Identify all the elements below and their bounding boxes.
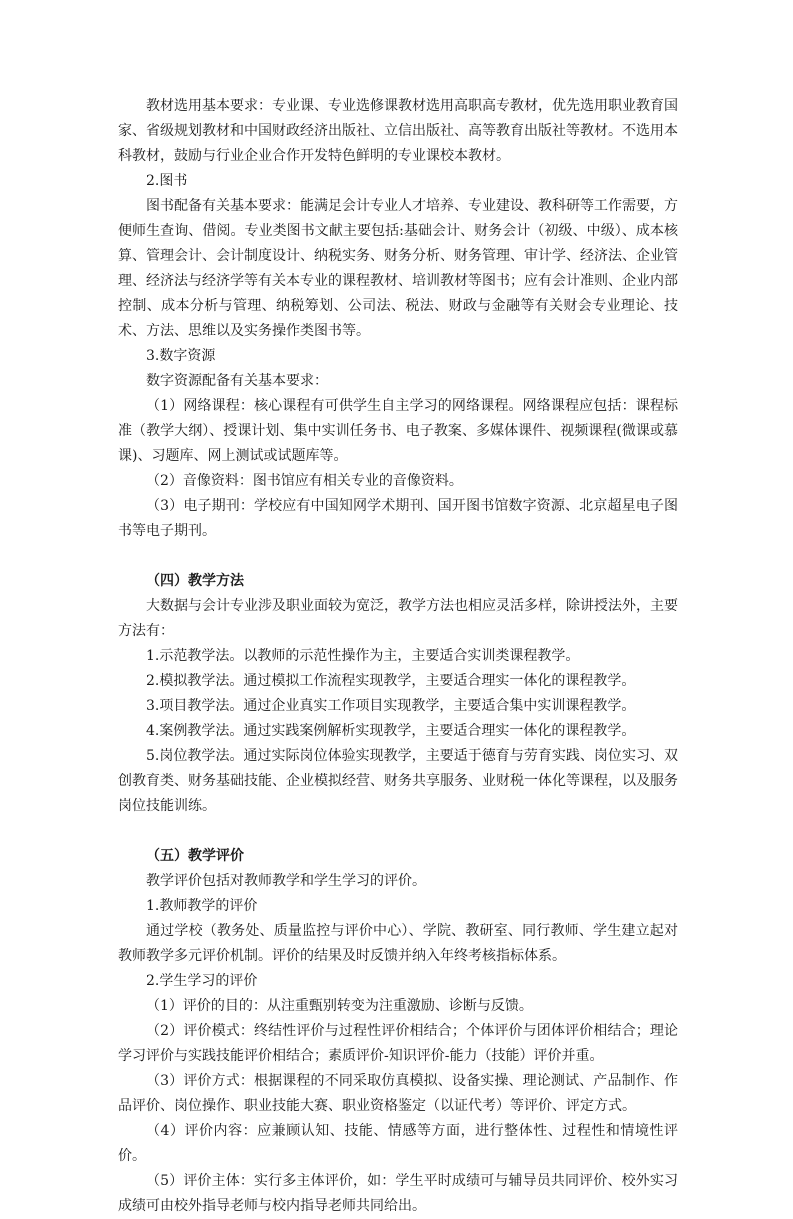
paragraph: 1.教师教学的评价 <box>146 898 258 914</box>
section-spacer <box>118 544 678 569</box>
paragraph: 通过学校（教务处、质量监控与评价中心）、学院、教研室、同行教师、学生建立起对教师教学多元评价机制。评价的结果及时反馈并纳入年终考核指标体系。 <box>118 923 678 964</box>
paragraph: 教材选用基本要求：专业课、专业选修课教材选用高职高专教材，优先选用职业教育国家、省级规划教材和中国财政经济出版社、立信出版社、高等教育出版社等教材。不选用本科教材，鼓励与行业企业合作开发特色鲜明的专业课校本教材。 <box>118 98 678 164</box>
paragraph: 2.模拟教学法。通过模拟工作流程实现教学，主要适合理实一体化的课程教学。 <box>146 673 636 689</box>
section-spacer <box>118 819 678 844</box>
paragraph: （3）评价方式：根据课程的不同采取仿真模拟、设备实操、理论测试、产品制作、作品评价、岗位操作、职业技能大赛、职业资格鉴定（以证代考）等评价、评定方式。 <box>118 1073 678 1114</box>
paragraph: 2.学生学习的评价 <box>146 973 258 989</box>
paragraph: 2.图书 <box>146 173 188 189</box>
paragraph: （3）电子期刊：学校应有中国知网学术期刊、国开图书馆数字资源、北京超星电子图书等电子期刊。 <box>118 498 678 539</box>
paragraph: 3.项目教学法。通过企业真实工作项目实现教学，主要适合集中实训课程教学。 <box>146 698 636 714</box>
paragraph: （4）评价内容：应兼顾认知、技能、情感等方面，进行整体性、过程性和情境性评价。 <box>118 1123 678 1164</box>
paragraph: 4.案例教学法。通过实践案例解析实现教学，主要适合理实一体化的课程教学。 <box>146 723 636 739</box>
paragraph: （1）网络课程：核心课程有可供学生自主学习的网络课程。网络课程应包括：课程标准（教学大纲）、授课计划、集中实训任务书、电子教案、多媒体课件、视频课程(微课或慕课)、习题库、网上测试或试题库等。 <box>118 398 678 464</box>
paragraph: 3.数字资源 <box>146 348 216 364</box>
paragraph: 数字资源配备有关基本要求： <box>146 373 328 389</box>
paragraph: 5.岗位教学法。通过实际岗位体验实现教学，主要适于德育与劳育实践、岗位实习、双创教育类、财务基础技能、企业模拟经营、财务共享服务、业财税一体化等课程，以及服务岗位技能训练。 <box>118 748 678 814</box>
paragraph: 教学评价包括对教师教学和学生学习的评价。 <box>146 873 426 889</box>
paragraph: （2）音像资料：图书馆应有相关专业的音像资料。 <box>146 473 463 489</box>
paragraph: 图书配备有关基本要求：能满足会计专业人才培养、专业建设、教科研等工作需要，方便师生查询、借阅。专业类图书文献主要包括:基础会计、财务会计（初级、中级）、成本核算、管理会计、会计制度设计、纳税实务、财务分析、财务管理、审计学、经济法、企业管理、经济法与经济学等有关本专业的课程教材、培训教材等图书；应有会计准则、企业内部控制、成本分析与管理、纳税筹划、公司法、税法、财政与金融等有关财会专业理论、技术、方法、思维以及实务操作类图书等。 <box>118 198 678 339</box>
section-heading: （五）教学评价 <box>146 848 244 864</box>
section-heading: （四）教学方法 <box>146 573 244 589</box>
document-body <box>118 94 678 1219</box>
paragraph: 大数据与会计专业涉及职业面较为宽泛，教学方法也相应灵活多样，除讲授法外，主要方法有： <box>118 598 678 639</box>
paragraph: 1.示范教学法。以教师的示范性操作为主，主要适合实训类课程教学。 <box>146 648 580 664</box>
paragraph: （2）评价模式：终结性评价与过程性评价相结合；个体评价与团体评价相结合；理论学习评价与实践技能评价相结合；素质评价-知识评价-能力（技能）评价并重。 <box>118 1023 678 1064</box>
paragraph: （5）评价主体：实行多主体评价，如：学生平时成绩可与辅导员共同评价、校外实习成绩可由校外指导老师与校内指导老师共同给出。 <box>118 1173 678 1214</box>
paragraph: （1）评价的目的：从注重甄别转变为注重激励、诊断与反馈。 <box>146 998 533 1014</box>
